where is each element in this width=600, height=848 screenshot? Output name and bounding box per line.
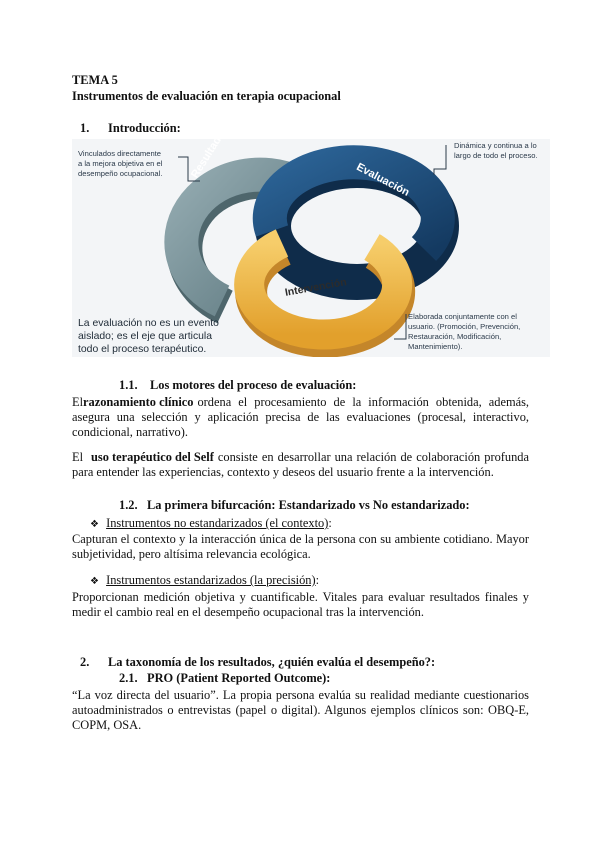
section-2-title: La taxonomía de los resultados, ¿quién evalúa el desempeño?:	[108, 655, 436, 669]
paragraph-self-line-2: para entender las experiencias, contexto y deseos del usuario frente a la intervención.	[72, 465, 494, 479]
paragraph-estandarizados-line-1: Proporcionan medición objetiva y cuantificable. Vitales para evaluar resultados finales y	[72, 590, 529, 604]
bullet-item-no-estandarizados: ❖ Instrumentos no estandarizados (el contexto):	[90, 516, 332, 530]
ring-label-intervencion: Intervención	[284, 276, 348, 299]
document-subtitle: Instrumentos de evaluación en terapia ocupacional	[72, 89, 341, 103]
paragraph-estandarizados-line-2: medir el cambio real en el desempeño ocupacional tras la intervención.	[72, 605, 424, 619]
callout-intervencion: Elaborada conjuntamente con el usuario. (Promoción, Prevención, Restauración, Modificación, Mantenimiento).	[408, 312, 521, 351]
subsection-1-2-number: 1.2.	[119, 498, 138, 512]
paragraph-no-estandarizados-line-1: Capturan el contexto y la interacción única de la persona con su ambiente cotidiano. Mayor	[72, 532, 529, 546]
diamond-bullet-icon: ❖	[90, 576, 99, 587]
paragraph-no-estandarizados-line-2: subjetividad, pero altísima relevancia ecológica.	[72, 547, 311, 561]
section-2-number: 2.	[80, 655, 90, 669]
paragraph-razonamiento-line-3: condicional, narrativo).	[72, 425, 188, 439]
paragraph-razonamiento-line-1: El razonamiento clínico ordena el procesamiento de la información obtenida, además,	[72, 395, 529, 409]
paragraph-self-line-1: El uso terapéutico del Self consiste en desarrollar una relación de colaboración profunda	[72, 450, 529, 464]
paragraph-razonamiento-line-2: asegura una selección y aplicación precisa de las evaluaciones (procesal, interactivo,	[72, 410, 529, 424]
callout-resultados: Vinculados directamente a la mejora objetiva en el desempeño ocupacional.	[78, 149, 163, 178]
ring-label-resultados: Resultados	[189, 123, 231, 181]
subsection-1-1-number: 1.1.	[119, 378, 138, 392]
section-1-number: 1.	[80, 121, 90, 135]
paragraph-pro-line-1: “La voz directa del usuario”. La propia persona evalúa su realidad mediante cuestionarios	[72, 688, 529, 702]
subsection-2-1-title: PRO (Patient Reported Outcome):	[147, 671, 331, 685]
document-tema: TEMA 5	[72, 73, 118, 87]
bullet-item-estandarizados: ❖ Instrumentos estandarizados (la precisión):	[90, 573, 320, 587]
diamond-bullet-icon: ❖	[90, 519, 99, 530]
callout-evaluacion: Dinámica y continua a lo largo de todo el proceso.	[454, 141, 538, 160]
ring-label-evaluacion: Evaluación	[354, 161, 412, 199]
evaluacion-ring	[270, 162, 441, 282]
paragraph-pro-line-2: autoadministrados o entrevistas (papel o digital). Algunos ejemplos clínicos son: OBQ-E,	[72, 703, 529, 717]
subsection-2-1-number: 2.1.	[119, 671, 138, 685]
subsection-1-1-title: Los motores del proceso de evaluación:	[150, 378, 357, 392]
callout-proceso: La evaluación no es un evento aislado; es el eje que articula todo el proceso terapéutico.	[78, 318, 219, 355]
subsection-1-2-title: La primera bifurcación: Estandarizado vs No estandarizado:	[147, 498, 470, 512]
section-1-title: Introducción:	[108, 121, 181, 135]
paragraph-pro-line-3: COPM, OSA.	[72, 718, 142, 732]
